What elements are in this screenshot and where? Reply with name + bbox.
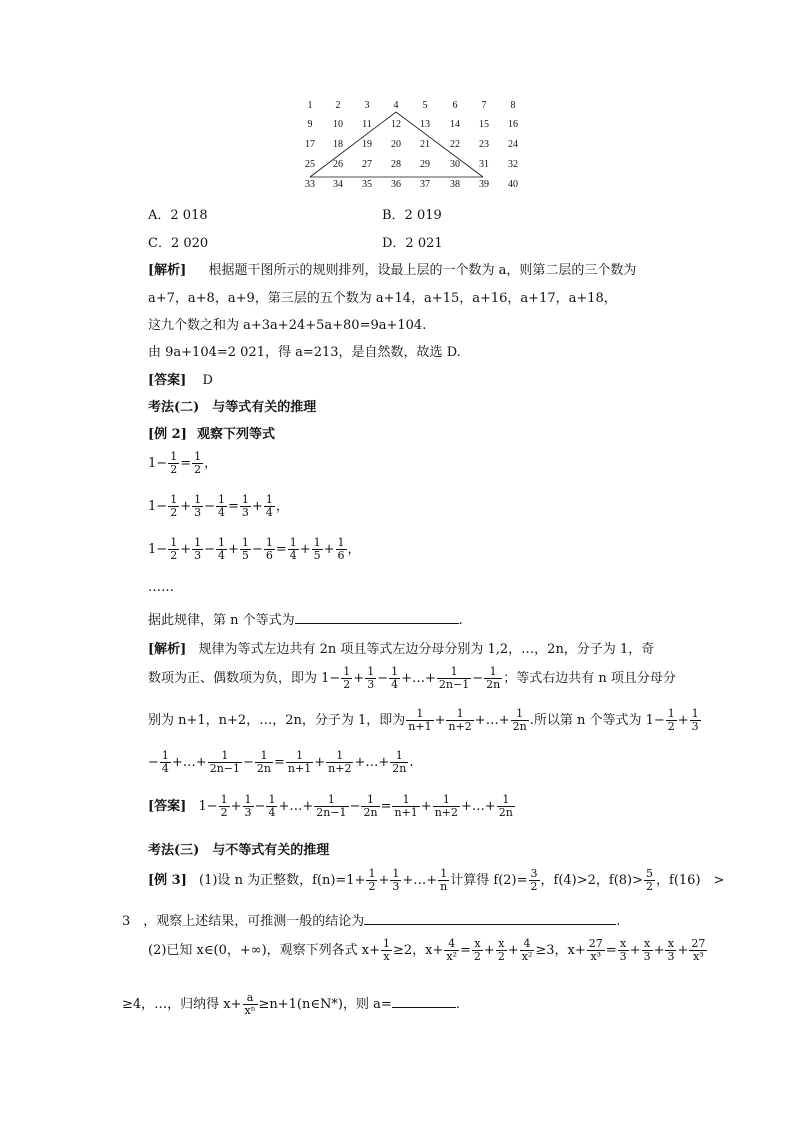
- grid-cell: 21: [420, 139, 430, 150]
- grid-cell: 40: [508, 179, 518, 190]
- grid-cell: 6: [452, 100, 458, 111]
- equation-2: 1− $\frac{1}{2}$ + $\frac{1}{3}$ − $\frac{1}{4}$ = $\frac{1}{3}$ + $\frac{1}{4}$ ，: [148, 493, 289, 519]
- option-c: C．2 020: [148, 236, 209, 251]
- fraction: $\frac{1}{2}$: [194, 450, 202, 476]
- grid-cell: 11: [362, 119, 372, 130]
- grid-cell: 36: [391, 179, 401, 190]
- example-3-line-2: 3 ，观察上述结果，可推测一般的结论为 .: [122, 914, 621, 929]
- question-2: 据此规律，第 n 个等式为 .: [148, 613, 463, 628]
- answer-value: D: [202, 373, 213, 388]
- example-text: 观察下列等式: [197, 427, 276, 442]
- fraction: $\frac{1}{2}$: [170, 450, 178, 476]
- grid-cell: 31: [479, 159, 489, 170]
- grid-cell: 24: [508, 139, 518, 150]
- grid-cell: 10: [333, 119, 343, 130]
- option-b: B．2 019: [382, 208, 442, 223]
- grid-cell: 26: [333, 159, 343, 170]
- grid-cell: 5: [422, 100, 428, 111]
- grid-cell: 23: [479, 139, 489, 150]
- grid-cell: 29: [420, 159, 430, 170]
- grid-cell: 3: [364, 100, 370, 111]
- grid-cell: 20: [391, 139, 401, 150]
- grid-cell: 25: [305, 159, 315, 170]
- analysis-2-line-3: 别为 n+1，n+2，…，2n，分子为 1，即为 $\frac{1}{n+1}$ + $\frac{1}{n+2}$ +…+ $\frac{1}{2n}$ .所以第 n 个等式为 1− $\frac{1}{2}$ + $\frac{1}{3}$: [148, 707, 699, 733]
- method-3-heading: 考法(三) 与不等式有关的推理: [148, 843, 330, 858]
- grid-cell: 38: [450, 179, 460, 190]
- equation-3: 1− $\frac{1}{2}$ + $\frac{1}{3}$ − $\frac{1}{4}$ + $\frac{1}{5}$ − $\frac{1}{6}$ = $\frac{1}{4}$ + $\frac{1}{5}$ + $\frac{1}{6}$ ，: [148, 536, 361, 562]
- answer-tag: [答案]: [148, 373, 187, 388]
- grid-cell: 12: [391, 119, 401, 130]
- grid-cell: 1: [307, 100, 313, 111]
- analysis-1-line-2: a+7，a+8，a+9，第三层的五个数为 a+14，a+15，a+16，a+17，a+18，: [148, 291, 617, 306]
- answer-blank[interactable]: [295, 611, 459, 624]
- example-3-line-1: [例 3] (1)设 n 为正整数，f(n)=1+ $\frac{1}{2}$ + $\frac{1}{3}$ +…+ $\frac{1}{n}$ 计算得 f(2)= $\frac{3}{2}$ ，f(4)>2，f(8)> $\frac{5}{2}$ ，f(16) >: [148, 867, 725, 893]
- grid-cell: 32: [508, 159, 518, 170]
- grid-cell: 33: [305, 179, 315, 190]
- option-a: A．2 018: [148, 208, 208, 223]
- answer-blank[interactable]: [392, 995, 456, 1008]
- grid-cell: 14: [450, 119, 460, 130]
- analysis-1-line-3: 这九个数之和为 a+3a+24+5a+80=9a+104.: [148, 318, 427, 333]
- grid-cell: 37: [420, 179, 430, 190]
- grid-cell: 22: [450, 139, 460, 150]
- grid-cell: 30: [450, 159, 460, 170]
- analysis-1-line-4: 由 9a+104=2 021，得 a=213，是自然数，故选 D.: [148, 345, 461, 360]
- analysis-tag: [解析]: [148, 263, 187, 278]
- analysis-text: 根据题干图所示的规则排列，设最上层的一个数为 a，则第二层的三个数为: [208, 263, 637, 278]
- grid-cell: 34: [333, 179, 343, 190]
- analysis-2-line-4: − $\frac{1}{4}$ +…+ $\frac{1}{2n-1}$ − $\frac{1}{2n}$ = $\frac{1}{n+1}$ + $\frac{1}{n+2}$ +…+ $\frac{1}{2n}$ .: [148, 749, 414, 775]
- example-3b-line-2: ≥4，…，归纳得 x+ $\frac{a}{\text{xⁿ}}$ ≥n+1(n∈N*)，则 a= .: [122, 991, 460, 1017]
- analysis-2-line-1: [解析] 规律为等式左边共有 2n 项且等式左边分母分别为 1,2，…，2n，分子为 1，奇: [148, 642, 655, 657]
- ellipsis: ……: [148, 580, 174, 595]
- grid-cell: 9: [307, 119, 313, 130]
- analysis-2-line-2: 数项为正、偶数项为负，即为 1− $\frac{1}{2}$ + $\frac{1}{3}$ − $\frac{1}{4}$ +…+ $\frac{1}{2n-1}$ − $\frac{1}{2n}$ ；等式右边共有 n 项且分母分: [148, 665, 676, 691]
- example-3b-line-1: (2)已知 x∈(0，+∞)，观察下列各式 x+ $\frac{1}{x}$ ≥2，x+ $\frac{4}{\text{x²}}$ = $\frac{x}{2}$ + $\frac{x}{2}$ + $\frac{4}{\text{x²}}$ ≥3，x+ $\frac{27}{\text{x³}}$ = $\frac{x}{3}$ + $\frac{x}{3}$ + $\frac{x}{3}$ + $\frac{27}{\text{x³}}$: [148, 937, 706, 963]
- answer-2: [答案] 1− $\frac{1}{2}$ + $\frac{1}{3}$ − $\frac{1}{4}$ +…+ $\frac{1}{2n-1}$ − $\frac{1}{2n}$ = $\frac{1}{n+1}$ + $\frac{1}{n+2}$ +…+ $\frac{1}{2n}$: [148, 793, 513, 819]
- example-tag: [例 2]: [148, 427, 187, 442]
- example-2: [148, 423, 275, 442]
- option-d: D．2 021: [382, 236, 443, 251]
- method-2-heading: 考法(二) 与等式有关的推理: [148, 400, 317, 415]
- grid-cell: 4: [393, 100, 399, 111]
- grid-cell: 7: [481, 100, 487, 111]
- grid-cell: 16: [508, 119, 518, 130]
- grid-cell: 2: [335, 100, 341, 111]
- answer-blank[interactable]: [364, 912, 616, 925]
- grid-cell: 39: [479, 179, 489, 190]
- grid-cell: 15: [479, 119, 489, 130]
- grid-cell: 28: [391, 159, 401, 170]
- grid-cell: 13: [420, 119, 430, 130]
- analysis-1-line-1: [148, 259, 636, 278]
- grid-cell: 8: [510, 100, 516, 111]
- number-grid: [298, 98, 528, 193]
- equation-1: 1− $\frac{1}{2}$ = $\frac{1}{2}$ ，: [148, 450, 218, 476]
- grid-cell: 18: [333, 139, 343, 150]
- grid-cell: 19: [362, 139, 372, 150]
- grid-cell: 17: [305, 139, 315, 150]
- grid-cell: 35: [362, 179, 372, 190]
- grid-cell: 27: [362, 159, 372, 170]
- answer-1: [148, 369, 213, 388]
